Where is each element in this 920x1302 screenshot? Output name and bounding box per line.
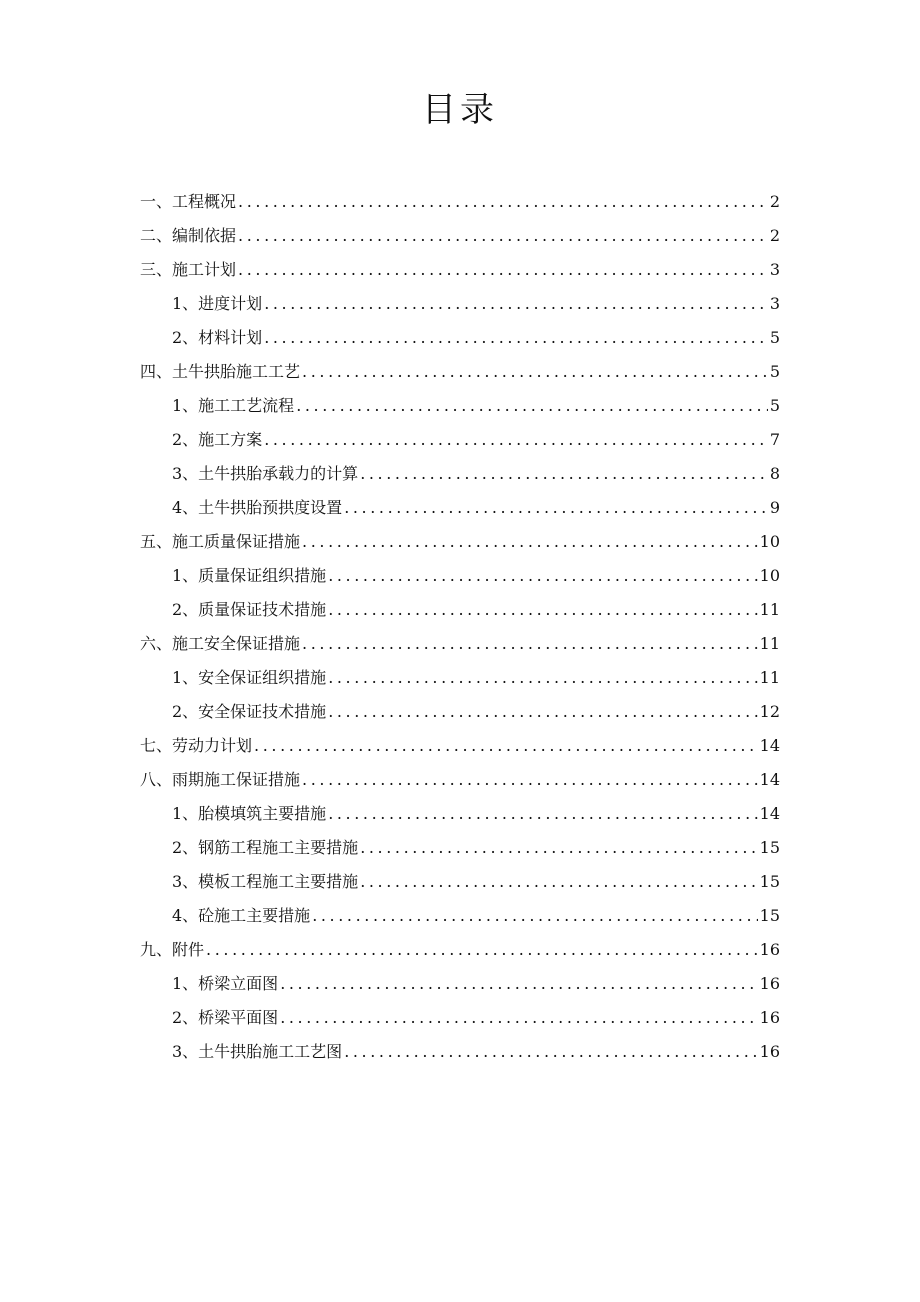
- toc-entry[interactable]: [140, 389, 780, 423]
- toc-leader-dots: [302, 525, 758, 559]
- toc-entry-page-number: 2: [769, 192, 780, 211]
- toc-entry[interactable]: [140, 661, 780, 695]
- toc-entry-label: 七、劳动力计划: [140, 736, 253, 755]
- toc-entry-page-number: 11: [759, 600, 780, 619]
- toc-entry-label: 四、土牛拱胎施工工艺: [140, 362, 301, 381]
- toc-leader-dots: [328, 559, 757, 593]
- toc-entry-page-number: 7: [769, 430, 780, 449]
- toc-entry-label: 1、质量保证组织措施: [172, 566, 327, 585]
- toc-entry-label: 2、桥梁平面图: [172, 1008, 279, 1027]
- toc-entry-label: 4、土牛拱胎预拱度设置: [172, 498, 343, 517]
- toc-entry-label: 一、工程概况: [140, 192, 237, 211]
- toc-entry[interactable]: [140, 593, 780, 627]
- toc-entry-label: 1、桥梁立面图: [172, 974, 279, 993]
- toc-leader-dots: [328, 661, 757, 695]
- toc-entry-page-number: 5: [769, 328, 780, 347]
- toc-entry[interactable]: [140, 287, 780, 321]
- toc-leader-dots: [238, 219, 768, 253]
- page-title: 目录: [422, 90, 498, 130]
- toc-leader-dots: [264, 321, 768, 355]
- toc-entry-label: 2、施工方案: [172, 430, 263, 449]
- toc-entry-page-number: 16: [759, 974, 780, 993]
- toc-entry-page-number: 10: [759, 566, 780, 585]
- toc-entry[interactable]: [140, 831, 780, 865]
- toc-leader-dots: [302, 627, 758, 661]
- toc-entry[interactable]: [140, 967, 780, 1001]
- toc-entry-page-number: 9: [769, 498, 780, 517]
- toc-entry[interactable]: [140, 253, 780, 287]
- toc-leader-dots: [360, 865, 757, 899]
- toc-leader-dots: [302, 763, 758, 797]
- toc-entry[interactable]: [140, 559, 780, 593]
- toc-entry-page-number: 15: [759, 838, 780, 857]
- toc-leader-dots: [360, 831, 757, 865]
- toc-entry-label: 2、安全保证技术措施: [172, 702, 327, 721]
- toc-entry[interactable]: [140, 423, 780, 457]
- toc-entry[interactable]: [140, 185, 780, 219]
- toc-leader-dots: [206, 933, 758, 967]
- toc-entry[interactable]: [140, 729, 780, 763]
- toc-leader-dots: [344, 491, 768, 525]
- toc-entry-page-number: 11: [759, 668, 780, 687]
- toc-entry[interactable]: [140, 355, 780, 389]
- toc-entry-label: 九、附件: [140, 940, 205, 959]
- toc-leader-dots: [238, 253, 768, 287]
- toc-entry-label: 2、质量保证技术措施: [172, 600, 327, 619]
- toc-entry-page-number: 11: [759, 634, 780, 653]
- toc-entry-label: 五、施工质量保证措施: [140, 532, 301, 551]
- toc-entry-page-number: 5: [769, 396, 780, 415]
- toc-entry-page-number: 12: [759, 702, 780, 721]
- toc-entry-page-number: 16: [759, 1042, 780, 1061]
- toc-entry-label: 4、砼施工主要措施: [172, 906, 311, 925]
- toc-entry[interactable]: [140, 899, 780, 933]
- toc-entry-label: 3、土牛拱胎承载力的计算: [172, 464, 359, 483]
- toc-entry-page-number: 16: [759, 1008, 780, 1027]
- toc-entry-label: 3、土牛拱胎施工工艺图: [172, 1042, 343, 1061]
- toc-entry-page-number: 5: [769, 362, 780, 381]
- toc-leader-dots: [296, 389, 768, 423]
- toc-entry[interactable]: [140, 457, 780, 491]
- toc-entry-label: 2、钢筋工程施工主要措施: [172, 838, 359, 857]
- toc-leader-dots: [328, 797, 757, 831]
- toc-entry-page-number: 14: [759, 736, 780, 755]
- toc-entry-page-number: 14: [759, 804, 780, 823]
- toc-entry[interactable]: [140, 491, 780, 525]
- toc-leader-dots: [264, 423, 768, 457]
- toc-leader-dots: [328, 593, 757, 627]
- toc-entry-page-number: 15: [759, 872, 780, 891]
- toc-entry-label: 1、安全保证组织措施: [172, 668, 327, 687]
- toc-leader-dots: [238, 185, 768, 219]
- toc-entry-label: 1、胎模填筑主要措施: [172, 804, 327, 823]
- toc-entry-label: 三、施工计划: [140, 260, 237, 279]
- toc-entry-page-number: 3: [769, 294, 780, 313]
- toc-entry[interactable]: [140, 933, 780, 967]
- toc-entry[interactable]: [140, 763, 780, 797]
- toc-entry-label: 3、模板工程施工主要措施: [172, 872, 359, 891]
- toc-entry-label: 六、施工安全保证措施: [140, 634, 301, 653]
- toc-entry-page-number: 2: [769, 226, 780, 245]
- toc-leader-dots: [264, 287, 768, 321]
- toc-entry[interactable]: [140, 1001, 780, 1035]
- toc-leader-dots: [312, 899, 757, 933]
- toc-entry-page-number: 14: [759, 770, 780, 789]
- toc-entry[interactable]: [140, 219, 780, 253]
- toc-entry[interactable]: [140, 525, 780, 559]
- toc-leader-dots: [280, 967, 757, 1001]
- toc-entry-label: 1、施工工艺流程: [172, 396, 295, 415]
- toc-entry-label: 1、进度计划: [172, 294, 263, 313]
- toc-leader-dots: [328, 695, 757, 729]
- toc-entry-label: 2、材料计划: [172, 328, 263, 347]
- toc-entry-page-number: 16: [759, 940, 780, 959]
- toc-entry[interactable]: [140, 695, 780, 729]
- toc-leader-dots: [302, 355, 768, 389]
- toc-entry-label: 八、雨期施工保证措施: [140, 770, 301, 789]
- toc-leader-dots: [280, 1001, 757, 1035]
- toc-leader-dots: [360, 457, 768, 491]
- toc-entry-label: 二、编制依据: [140, 226, 237, 245]
- toc-entry-page-number: 15: [759, 906, 780, 925]
- toc-entry[interactable]: [140, 627, 780, 661]
- toc-entry-page-number: 3: [769, 260, 780, 279]
- toc-entry[interactable]: [140, 321, 780, 355]
- toc-entry[interactable]: [140, 865, 780, 899]
- toc-entry-page-number: 8: [769, 464, 780, 483]
- toc-entry-page-number: 10: [759, 532, 780, 551]
- toc-leader-dots: [344, 1035, 757, 1069]
- table-of-contents: [140, 185, 780, 1069]
- toc-leader-dots: [254, 729, 758, 763]
- toc-entry[interactable]: [140, 797, 780, 831]
- toc-entry[interactable]: [140, 1035, 780, 1069]
